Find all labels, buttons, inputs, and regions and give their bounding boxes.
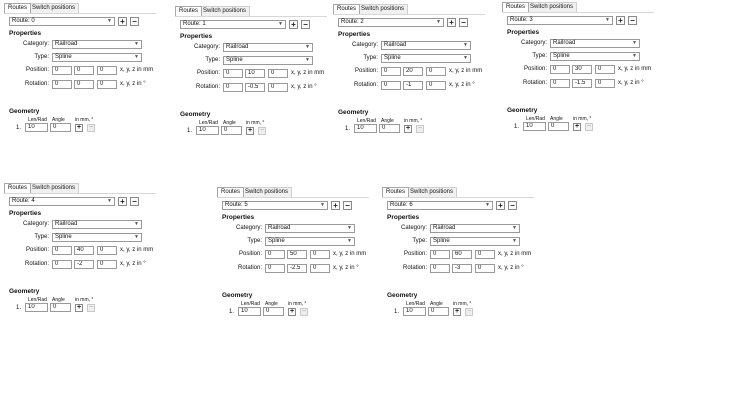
geometry-row-index: 1. xyxy=(229,309,235,315)
type-label: Type: xyxy=(205,57,220,63)
angle-input[interactable]: 0 xyxy=(50,303,71,312)
units-header: in mm, ° xyxy=(404,118,423,124)
type-label: Type: xyxy=(34,54,49,60)
tab-switch-positions[interactable]: Switch positions xyxy=(357,4,408,14)
add-route-button[interactable]: + xyxy=(118,197,127,206)
position-units: x, y, z in mm xyxy=(498,251,532,257)
rotation-label: Rotation: xyxy=(402,265,427,271)
angle-header: Angle xyxy=(430,301,443,307)
geometry-row-index: 1. xyxy=(345,126,351,132)
rotation-z-input[interactable]: 0 xyxy=(426,81,446,90)
rotation-x-input[interactable]: 0 xyxy=(52,80,72,89)
rotation-units: x, y, z in ° xyxy=(291,84,317,90)
tab-switch-positions[interactable]: Switch positions xyxy=(526,2,577,12)
position-units: x, y, z in mm xyxy=(291,70,325,76)
add-geometry-button[interactable]: + xyxy=(289,308,295,315)
angle-header: Angle xyxy=(550,116,563,122)
position-z-input[interactable]: 0 xyxy=(426,67,446,76)
position-label: Position: xyxy=(196,70,220,76)
position-x-input[interactable]: 0 xyxy=(223,69,243,78)
type-select-value: Spline xyxy=(55,234,72,240)
category-select[interactable] xyxy=(223,43,313,52)
type-select-value: Spline xyxy=(226,57,243,63)
remove-geometry-button[interactable]: − xyxy=(301,308,307,315)
position-label: Position: xyxy=(523,66,547,72)
geometry-row-index: 1. xyxy=(16,305,22,311)
category-select-value: Railroad xyxy=(55,221,78,227)
route-select-value: Route: 3 xyxy=(510,17,533,23)
rotation-y-input[interactable]: 0 xyxy=(74,80,94,89)
route-select-value: Route: 5 xyxy=(225,202,248,208)
tab-divider xyxy=(333,14,485,15)
tab-switch-positions[interactable]: Switch positions xyxy=(241,187,292,197)
chevron-down-icon: ▼ xyxy=(632,53,637,59)
position-z-input[interactable]: 0 xyxy=(97,246,117,255)
remove-route-button[interactable]: − xyxy=(459,18,468,27)
len-rad-header: Len/Rad xyxy=(199,120,218,126)
tab-routes[interactable]: Routes xyxy=(175,6,202,16)
geometry-heading: Geometry xyxy=(9,108,40,115)
type-select[interactable] xyxy=(223,56,313,65)
angle-input[interactable]: 0 xyxy=(50,123,71,132)
geometry-row-index: 1. xyxy=(187,128,193,134)
position-label: Position: xyxy=(354,68,378,74)
remove-route-button[interactable]: − xyxy=(130,17,139,26)
category-label: Category: xyxy=(235,225,262,231)
rotation-z-input[interactable]: 0 xyxy=(97,260,117,269)
rotation-z-input[interactable]: 0 xyxy=(268,83,288,92)
chevron-down-icon: ▼ xyxy=(436,19,441,25)
route-panel-2 xyxy=(333,4,485,152)
units-header: in mm, ° xyxy=(75,297,94,303)
properties-heading: Properties xyxy=(9,210,42,217)
category-select[interactable] xyxy=(381,41,471,50)
geometry-heading: Geometry xyxy=(338,109,369,116)
position-z-input[interactable]: 0 xyxy=(475,250,495,259)
angle-input[interactable]: 0 xyxy=(263,307,284,316)
rotation-y-input[interactable]: -3 xyxy=(452,264,472,273)
properties-heading: Properties xyxy=(338,31,371,38)
route-panel-6 xyxy=(382,187,534,335)
rotation-label: Rotation: xyxy=(195,84,220,90)
rotation-y-input[interactable]: -0.5 xyxy=(245,83,265,92)
route-select[interactable] xyxy=(9,17,115,26)
rotation-units: x, y, z in ° xyxy=(449,82,475,88)
category-select-value: Railroad xyxy=(553,40,576,46)
len-rad-header: Len/Rad xyxy=(28,297,47,303)
position-y-input[interactable]: 10 xyxy=(245,69,265,78)
rotation-x-input[interactable]: 0 xyxy=(265,264,285,273)
route-select[interactable] xyxy=(338,18,444,27)
rotation-y-input[interactable]: -1.5 xyxy=(572,79,592,88)
tab-divider xyxy=(4,193,156,194)
properties-heading: Properties xyxy=(507,29,540,36)
chevron-down-icon: ▼ xyxy=(305,44,310,50)
position-z-input[interactable]: 0 xyxy=(97,66,117,75)
add-geometry-button[interactable]: + xyxy=(76,124,82,131)
rotation-units: x, y, z in ° xyxy=(120,81,146,87)
chevron-down-icon: ▼ xyxy=(512,225,517,231)
type-select[interactable] xyxy=(52,53,142,62)
route-select-value: Route: 0 xyxy=(12,18,35,24)
route-select-value: Route: 2 xyxy=(341,19,364,25)
chevron-down-icon: ▼ xyxy=(632,40,637,46)
type-select-value: Spline xyxy=(55,54,72,60)
position-y-input[interactable]: 0 xyxy=(74,66,94,75)
units-header: in mm, ° xyxy=(288,301,307,307)
rotation-label: Rotation: xyxy=(237,265,262,271)
len-rad-header: Len/Rad xyxy=(241,301,260,307)
rotation-units: x, y, z in ° xyxy=(498,265,524,271)
position-units: x, y, z in mm xyxy=(120,67,154,73)
tab-divider xyxy=(502,12,654,13)
route-select[interactable] xyxy=(507,16,613,25)
add-route-button[interactable]: + xyxy=(447,18,456,27)
chevron-down-icon: ▼ xyxy=(485,202,490,208)
category-label: Category: xyxy=(400,225,427,231)
rotation-label: Rotation: xyxy=(353,82,378,88)
remove-route-button[interactable]: − xyxy=(130,197,139,206)
route-panel-1 xyxy=(175,6,327,154)
remove-geometry-button[interactable]: − xyxy=(466,308,472,315)
angle-input[interactable]: 0 xyxy=(221,126,242,135)
len-rad-header: Len/Rad xyxy=(526,116,545,122)
tab-switch-positions[interactable]: Switch positions xyxy=(28,183,79,193)
chevron-down-icon: ▼ xyxy=(320,202,325,208)
position-label: Position: xyxy=(238,251,262,257)
route-select[interactable] xyxy=(387,201,493,210)
geometry-heading: Geometry xyxy=(507,107,538,114)
tab-divider xyxy=(382,197,534,198)
chevron-down-icon: ▼ xyxy=(134,41,139,47)
len-rad-header: Len/Rad xyxy=(406,301,425,307)
type-select[interactable] xyxy=(265,237,355,246)
tab-routes[interactable]: Routes xyxy=(4,183,31,193)
position-label: Position: xyxy=(25,67,49,73)
category-label: Category: xyxy=(22,41,49,47)
geometry-row-index: 1. xyxy=(16,125,22,131)
rotation-units: x, y, z in ° xyxy=(333,265,359,271)
rotation-label: Rotation: xyxy=(24,261,49,267)
category-label: Category: xyxy=(193,44,220,50)
add-route-button[interactable]: + xyxy=(118,17,127,26)
properties-heading: Properties xyxy=(222,214,255,221)
remove-geometry-button[interactable]: − xyxy=(88,304,94,311)
angle-input[interactable]: 0 xyxy=(428,307,449,316)
rotation-y-input[interactable]: -1 xyxy=(403,81,423,90)
angle-header: Angle xyxy=(52,297,65,303)
position-x-input[interactable]: 0 xyxy=(430,250,450,259)
geometry-heading: Geometry xyxy=(9,288,40,295)
tab-routes[interactable]: Routes xyxy=(4,3,31,13)
position-y-input[interactable]: 20 xyxy=(403,67,423,76)
route-select-value: Route: 6 xyxy=(390,202,413,208)
position-y-input[interactable]: 40 xyxy=(74,246,94,255)
position-z-input[interactable]: 0 xyxy=(268,69,288,78)
type-select[interactable] xyxy=(381,54,471,63)
chevron-down-icon: ▼ xyxy=(512,238,517,244)
tab-switch-positions[interactable]: Switch positions xyxy=(406,187,457,197)
add-geometry-button[interactable]: + xyxy=(247,127,253,134)
rotation-label: Rotation: xyxy=(522,80,547,86)
chevron-down-icon: ▼ xyxy=(107,18,112,24)
tab-routes[interactable]: Routes xyxy=(502,2,529,12)
rotation-units: x, y, z in ° xyxy=(618,80,644,86)
chevron-down-icon: ▼ xyxy=(134,234,139,240)
add-geometry-button[interactable]: + xyxy=(76,304,82,311)
type-label: Type: xyxy=(532,53,547,59)
tab-switch-positions[interactable]: Switch positions xyxy=(199,6,250,16)
type-select-value: Spline xyxy=(384,55,401,61)
units-header: in mm, ° xyxy=(573,116,592,122)
geometry-row-index: 1. xyxy=(514,124,520,130)
type-select[interactable] xyxy=(52,233,142,242)
category-select-value: Railroad xyxy=(55,41,78,47)
add-route-button[interactable]: + xyxy=(496,201,505,210)
units-header: in mm, ° xyxy=(246,120,265,126)
category-select[interactable] xyxy=(52,40,142,49)
properties-heading: Properties xyxy=(180,33,213,40)
rotation-units: x, y, z in ° xyxy=(120,261,146,267)
position-units: x, y, z in mm xyxy=(333,251,367,257)
position-x-input[interactable]: 0 xyxy=(550,65,570,74)
chevron-down-icon: ▼ xyxy=(134,221,139,227)
len-rad-input[interactable]: 10 xyxy=(523,122,546,131)
tab-routes[interactable]: Routes xyxy=(333,4,360,14)
properties-heading: Properties xyxy=(9,30,42,37)
geometry-heading: Geometry xyxy=(387,292,418,299)
remove-geometry-button[interactable]: − xyxy=(259,127,265,134)
route-panel-4 xyxy=(4,183,156,331)
tab-switch-positions[interactable]: Switch positions xyxy=(28,3,79,13)
geometry-row-index: 1. xyxy=(394,309,400,315)
angle-header: Angle xyxy=(52,117,65,123)
len-rad-input[interactable]: 10 xyxy=(25,123,48,132)
position-y-input[interactable]: 30 xyxy=(572,65,592,74)
angle-header: Angle xyxy=(265,301,278,307)
angle-input[interactable]: 0 xyxy=(548,122,569,131)
units-header: in mm, ° xyxy=(75,117,94,123)
category-select[interactable] xyxy=(430,224,520,233)
geometry-heading: Geometry xyxy=(180,111,211,118)
position-z-input[interactable]: 0 xyxy=(595,65,615,74)
rotation-x-input[interactable]: 0 xyxy=(381,81,401,90)
rotation-y-input[interactable]: -2.5 xyxy=(287,264,307,273)
chevron-down-icon: ▼ xyxy=(107,198,112,204)
chevron-down-icon: ▼ xyxy=(347,225,352,231)
remove-route-button[interactable]: − xyxy=(508,201,517,210)
category-label: Category: xyxy=(351,42,378,48)
add-route-button[interactable]: + xyxy=(289,20,298,29)
tab-routes[interactable]: Routes xyxy=(217,187,244,197)
route-panel-5 xyxy=(217,187,369,335)
remove-geometry-button[interactable]: − xyxy=(586,123,592,130)
geometry-heading: Geometry xyxy=(222,292,253,299)
route-panel-0 xyxy=(4,3,156,151)
route-select-value: Route: 4 xyxy=(12,198,35,204)
category-select-value: Railroad xyxy=(433,225,456,231)
len-rad-input[interactable]: 10 xyxy=(354,124,377,133)
remove-route-button[interactable]: − xyxy=(628,16,637,25)
rotation-label: Rotation: xyxy=(24,81,49,87)
category-select-value: Railroad xyxy=(226,44,249,50)
type-select-value: Spline xyxy=(268,238,285,244)
units-header: in mm, ° xyxy=(453,301,472,307)
chevron-down-icon: ▼ xyxy=(463,42,468,48)
position-y-input[interactable]: 50 xyxy=(287,250,307,259)
route-select[interactable] xyxy=(9,197,115,206)
add-geometry-button[interactable]: + xyxy=(574,123,580,130)
rotation-z-input[interactable]: 0 xyxy=(475,264,495,273)
len-rad-input[interactable]: 10 xyxy=(403,307,426,316)
len-rad-input[interactable]: 10 xyxy=(238,307,261,316)
angle-header: Angle xyxy=(223,120,236,126)
remove-geometry-button[interactable]: − xyxy=(88,124,94,131)
add-geometry-button[interactable]: + xyxy=(454,308,460,315)
route-select-value: Route: 1 xyxy=(183,21,206,27)
tab-routes[interactable]: Routes xyxy=(382,187,409,197)
position-y-input[interactable]: 60 xyxy=(452,250,472,259)
type-select-value: Spline xyxy=(433,238,450,244)
rotation-x-input[interactable]: 0 xyxy=(52,260,72,269)
position-x-input[interactable]: 0 xyxy=(52,246,72,255)
properties-heading: Properties xyxy=(387,214,420,221)
add-route-button[interactable]: + xyxy=(616,16,625,25)
remove-route-button[interactable]: − xyxy=(301,20,310,29)
type-select[interactable] xyxy=(430,237,520,246)
rotation-x-input[interactable]: 0 xyxy=(430,264,450,273)
tab-divider xyxy=(175,16,327,17)
category-select[interactable] xyxy=(52,220,142,229)
rotation-z-input[interactable]: 0 xyxy=(310,264,330,273)
position-x-input[interactable]: 0 xyxy=(52,66,72,75)
tab-divider xyxy=(4,13,156,14)
len-rad-header: Len/Rad xyxy=(357,118,376,124)
type-select[interactable] xyxy=(550,52,640,61)
position-units: x, y, z in mm xyxy=(449,68,483,74)
type-label: Type: xyxy=(34,234,49,240)
tab-divider xyxy=(217,197,369,198)
category-select-value: Railroad xyxy=(268,225,291,231)
position-x-input[interactable]: 0 xyxy=(265,250,285,259)
chevron-down-icon: ▼ xyxy=(463,55,468,61)
category-select-value: Railroad xyxy=(384,42,407,48)
category-label: Category: xyxy=(22,221,49,227)
remove-route-button[interactable]: − xyxy=(343,201,352,210)
category-label: Category: xyxy=(520,40,547,46)
len-rad-header: Len/Rad xyxy=(28,117,47,123)
type-label: Type: xyxy=(363,55,378,61)
len-rad-input[interactable]: 10 xyxy=(25,303,48,312)
rotation-z-input[interactable]: 0 xyxy=(595,79,615,88)
type-label: Type: xyxy=(247,238,262,244)
rotation-x-input[interactable]: 0 xyxy=(223,83,243,92)
route-select[interactable] xyxy=(222,201,328,210)
category-select[interactable] xyxy=(550,39,640,48)
position-z-input[interactable]: 0 xyxy=(310,250,330,259)
type-select-value: Spline xyxy=(553,53,570,59)
position-label: Position: xyxy=(403,251,427,257)
chevron-down-icon: ▼ xyxy=(305,57,310,63)
route-panel-3 xyxy=(502,2,654,150)
chevron-down-icon: ▼ xyxy=(278,21,283,27)
chevron-down-icon: ▼ xyxy=(605,17,610,23)
position-x-input[interactable]: 0 xyxy=(381,67,401,76)
position-label: Position: xyxy=(25,247,49,253)
position-units: x, y, z in mm xyxy=(120,247,154,253)
rotation-z-input[interactable]: 0 xyxy=(97,80,117,89)
add-route-button[interactable]: + xyxy=(331,201,340,210)
position-units: x, y, z in mm xyxy=(618,66,652,72)
rotation-y-input[interactable]: -2 xyxy=(74,260,94,269)
add-geometry-button[interactable]: + xyxy=(405,125,411,132)
type-label: Type: xyxy=(412,238,427,244)
angle-header: Angle xyxy=(381,118,394,124)
route-select[interactable] xyxy=(180,20,286,29)
chevron-down-icon: ▼ xyxy=(134,54,139,60)
len-rad-input[interactable]: 10 xyxy=(196,126,219,135)
category-select[interactable] xyxy=(265,224,355,233)
rotation-x-input[interactable]: 0 xyxy=(550,79,570,88)
angle-input[interactable]: 0 xyxy=(379,124,400,133)
chevron-down-icon: ▼ xyxy=(347,238,352,244)
remove-geometry-button[interactable]: − xyxy=(417,125,423,132)
